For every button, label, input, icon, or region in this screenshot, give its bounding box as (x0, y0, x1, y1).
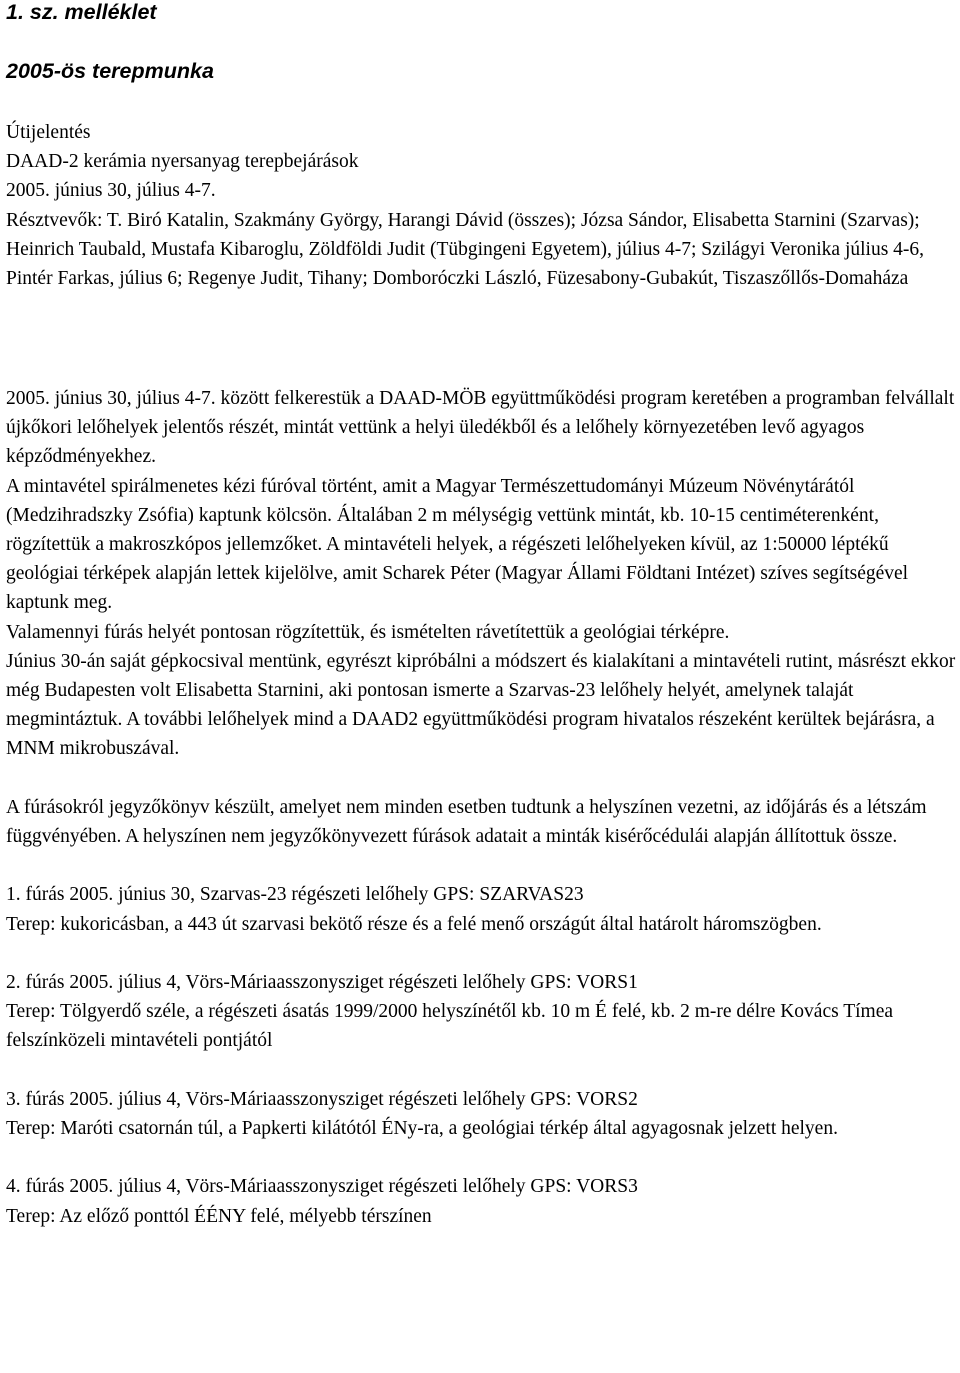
report-header (6, 118, 956, 293)
paragraph-visits: 2005. június 30, július 4-7. között felkerestük a DAAD-MÖB együttműködési program keretében a programban felvállalt újkőkori lelőhelyek jelentős részét, mintát vettünk a helyi üledékből és a lelőhely környezetében levő agyagos képződményekhez. (6, 388, 955, 468)
report-subject: DAAD-2 kerámia nyersanyag terepbejárások (6, 151, 359, 173)
drilling-terrain: Terep: Tölgyerdő széle, a régészeti ásatás 1999/2000 helyszínétől kb. 10 m É felé, kb. 2 m-re délre Kovács Tímea felszínközeli mintavételi pontjától (6, 1001, 894, 1052)
paragraph-records: A fúrásokról jegyzőkönyv készült, amelyet nem minden esetben tudtunk a helyszínen vezetni, az időjárás és a létszám függvényében. A helyszínen nem jegyzőkönyvezett fúrások adatait a minták kisérőcédulái alapján állítottuk össze. (6, 796, 927, 848)
drilling-terrain: Terep: Maróti csatornán túl, a Papkerti kilátótól ÉNy-ra, a geológiai térkép által agyagosnak jelzett helyen. (6, 1118, 838, 1140)
drilling-terrain: Terep: Az előző ponttól ÉÉNY felé, mélyebb térszínen (6, 1205, 432, 1227)
drilling-title: 4. fúrás 2005. július 4, Vörs-Máriaasszonysziget régészeti lelőhely GPS: VORS3 (6, 1176, 638, 1198)
drilling-title: 3. fúrás 2005. július 4, Vörs-Máriaasszonysziget régészeti lelőhely GPS: VORS2 (6, 1088, 638, 1110)
participants: Résztvevők: T. Biró Katalin, Szakmány György, Harangi Dávid (összes); Józsa Sándor, Elisabetta Starnini (Szarvas); Heinrich Taubald, Mustafa Kibaroglu, Zöldföldi Judit (Tübgingeni Egyetem), július 4-7; Szilágyi Veronika július 4-6, Pintér Farkas, július 6; Regenye Judit, Tihany; Domboróczki László, Füzesabony-Gubakút, Tiszaszőllős-Domaháza (6, 209, 925, 290)
drilling-entry-1 (6, 880, 956, 938)
drilling-entry-2 (6, 968, 956, 1056)
drilling-entry-3 (6, 1085, 956, 1143)
drilling-entry-4 (6, 1172, 956, 1230)
drilling-title: 2. fúrás 2005. július 4, Vörs-Máriaasszonysziget régészeti lelőhely GPS: VORS1 (6, 972, 638, 994)
paragraph-june-visit: Június 30-án saját gépkocsival mentünk, egyrészt kipróbálni a módszert és kialakítani a mintavételi rutint, másrészt ekkor még Budapesten volt Elisabetta Starnini, aki pontosan ismerte a Szarvas-23 lelőhely helyét, amelynek talaját megmintáztuk. A további lelőhelyek mind a DAAD2 együttműködési program hivatalos részeként kerültek bejárásra, a MNM mikrobuszával. (6, 650, 956, 760)
annex-title: 1. sz. melléklet (6, 0, 157, 24)
paragraph-mapping: Valamennyi fúrás helyét pontosan rögzítettük, és ismételten rávetítettük a geológiai térképre. (6, 621, 730, 643)
report-dates: 2005. június 30, július 4-7. (6, 180, 216, 202)
drilling-terrain: Terep: kukoricásban, a 443 út szarvasi bekötő része és a felé menő országút által határolt háromszögben. (6, 913, 822, 935)
paragraph-sampling: A mintavétel spirálmenetes kézi fúróval történt, amit a Magyar Természettudományi Múzeum Növénytárától (Medzihradszky Zsófia) kaptunk kölcsön. Általában 2 m mélységig vettünk mintát, kb. 10-15 centiméterenként, rögzítettük a makroszkópos jellemzőket. A mintavételi helyek, a régészeti lelőhelyeken kívül, az 1:50000 léptékű geológiai térképek alapján lettek kijelölve, amit Scharek Péter (Magyar Állami Földtani Intézet) szíves segítségével kaptunk meg. (6, 475, 909, 614)
report-body (6, 384, 956, 1231)
fieldwork-title: 2005-ös terepmunka (6, 59, 214, 83)
report-label: Útijelentés (6, 122, 91, 143)
drilling-title: 1. fúrás 2005. június 30, Szarvas-23 régészeti lelőhely GPS: SZARVAS23 (6, 884, 584, 906)
